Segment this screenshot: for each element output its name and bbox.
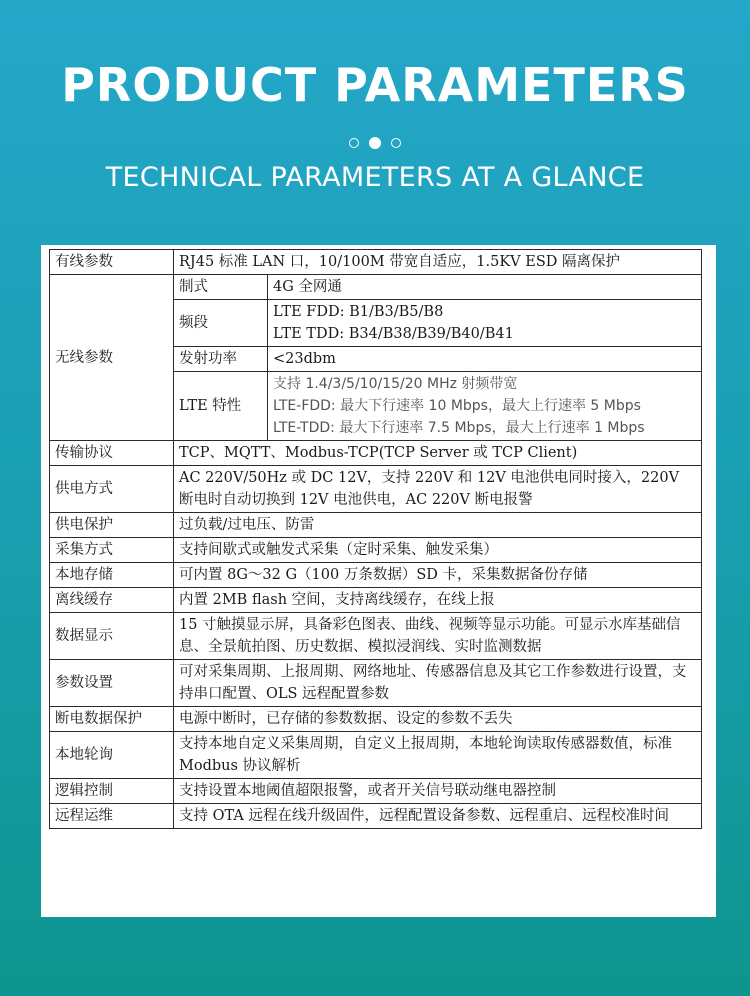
row-key: 无线参数 [50, 275, 174, 441]
row-value: TCP、MQTT、Modbus-TCP(TCP Server 或 TCP Client) [174, 441, 702, 466]
row-value: 可内置 8G～32 G（100 万条数据）SD 卡，采集数据备份存储 [174, 563, 702, 588]
dot-indicator-active [369, 137, 381, 149]
row-key: 传输协议 [50, 441, 174, 466]
row-key: 供电方式 [50, 466, 174, 513]
table-row [50, 466, 702, 513]
page-header [0, 0, 750, 240]
carousel-dots [0, 132, 750, 151]
row-key: 本地存储 [50, 563, 174, 588]
lte-line: LTE-TDD: 最大下行速率 7.5 Mbps，最大上行速率 1 Mbps [273, 420, 645, 436]
row-value: 过负载/过电压、防雷 [174, 513, 702, 538]
lte-line: 支持 1.4/3/5/10/15/20 MHz 射频带宽 [273, 376, 518, 392]
dot-indicator [391, 138, 401, 148]
row-key: 参数设置 [50, 660, 174, 707]
row-key: 供电保护 [50, 513, 174, 538]
row-key: 数据显示 [50, 613, 174, 660]
sub-key: 制式 [174, 275, 268, 300]
sub-key: 频段 [174, 300, 268, 347]
row-value: 支持设置本地阈值超限报警，或者开关信号联动继电器控制 [174, 779, 702, 804]
table-row [50, 779, 702, 804]
band-tdd: LTE TDD: B34/B38/B39/B40/B41 [273, 326, 514, 342]
page-subtitle: TECHNICAL PARAMETERS AT A GLANCE [105, 162, 645, 193]
table-row [50, 513, 702, 538]
row-key: 有线参数 [50, 250, 174, 275]
table-row [50, 441, 702, 466]
row-value: 支持 OTA 远程在线升级固件，远程配置设备参数、远程重启、远程校准时间 [174, 804, 702, 829]
row-value: RJ45 标准 LAN 口，10/100M 带宽自适应，1.5KV ESD 隔离保护 [174, 250, 702, 275]
row-value: 15 寸触摸显示屏，具备彩色图表、曲线、视频等显示功能。可显示水库基础信息、全景航拍图、历史数据、模拟浸润线、实时监测数据 [174, 613, 702, 660]
sub-value [268, 372, 702, 441]
page-title: PRODUCT PARAMETERS [61, 58, 689, 112]
row-key: 断电数据保护 [50, 707, 174, 732]
table-row [50, 563, 702, 588]
row-key: 采集方式 [50, 538, 174, 563]
band-fdd: LTE FDD: B1/B3/B5/B8 [273, 304, 444, 320]
sub-key: LTE 特性 [174, 372, 268, 441]
row-value: 可对采集周期、上报周期、网络地址、传感器信息及其它工作参数进行设置，支持串口配置、OLS 远程配置参数 [174, 660, 702, 707]
row-key: 离线缓存 [50, 588, 174, 613]
table-row [50, 275, 702, 300]
table-row [50, 613, 702, 660]
sub-key: 发射功率 [174, 347, 268, 372]
table-row [50, 588, 702, 613]
row-value: 内置 2MB flash 空间，支持离线缓存，在线上报 [174, 588, 702, 613]
sub-value: 4G 全网通 [268, 275, 702, 300]
table-row [50, 250, 702, 275]
table-row [50, 660, 702, 707]
row-value: AC 220V/50Hz 或 DC 12V，支持 220V 和 12V 电池供电同时接入，220V 断电时自动切换到 12V 电池供电，AC 220V 断电报警 [174, 466, 702, 513]
row-value: 支持本地自定义采集周期，自定义上报周期，本地轮询读取传感器数值，标准 Modbus 协议解析 [174, 732, 702, 779]
row-key: 远程运维 [50, 804, 174, 829]
row-key: 逻辑控制 [50, 779, 174, 804]
sub-value: <23dbm [268, 347, 702, 372]
table-row [50, 707, 702, 732]
table-row [50, 732, 702, 779]
spec-card [41, 245, 716, 917]
lte-line: LTE-FDD: 最大下行速率 10 Mbps，最大上行速率 5 Mbps [273, 398, 641, 414]
table-row [50, 538, 702, 563]
dot-indicator [349, 138, 359, 148]
sub-value [268, 300, 702, 347]
row-value: 电源中断时，已存储的参数数据、设定的参数不丢失 [174, 707, 702, 732]
spec-table [49, 249, 702, 829]
row-value: 支持间歇式或触发式采集（定时采集、触发采集） [174, 538, 702, 563]
table-row [50, 804, 702, 829]
row-key: 本地轮询 [50, 732, 174, 779]
